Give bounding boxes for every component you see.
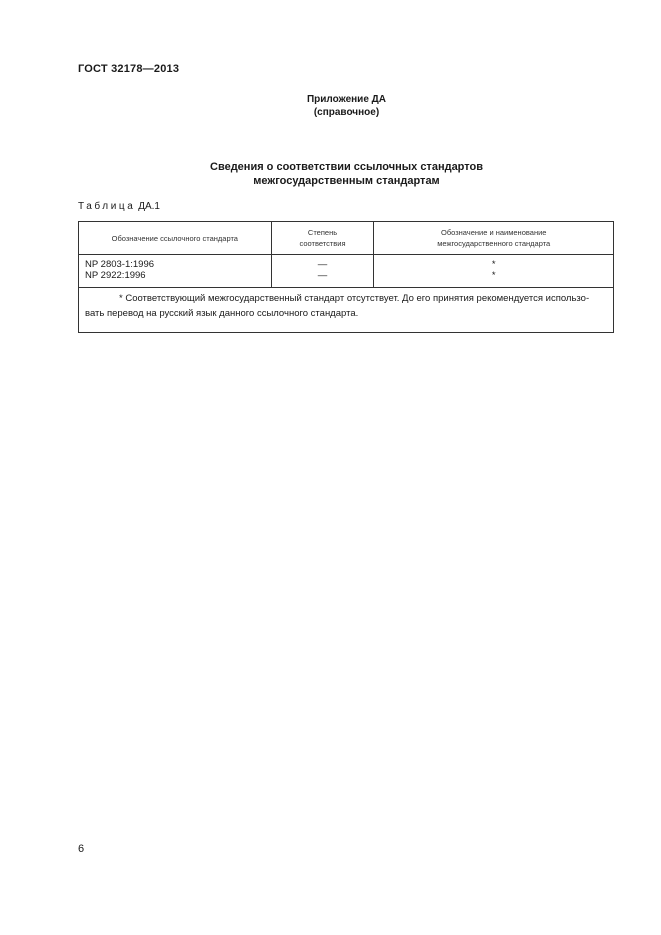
section-title-line1: Сведения о соответствии ссылочных стандартов (210, 161, 483, 173)
column-header-degree (271, 222, 374, 255)
column-header-interstate-line1: Обозначение и наименование (440, 228, 547, 237)
appendix-heading (0, 93, 661, 119)
document-code: ГОСТ 32178—2013 (78, 63, 180, 75)
table-header-row (79, 222, 614, 255)
column-header-interstate-line2: межгосударственного стандарта (437, 239, 551, 248)
column-header-degree-line2: соответствия (299, 239, 346, 248)
appendix-title: Приложение ДА (306, 94, 387, 105)
table-footnote (79, 288, 614, 333)
interstate-standard-value: * (491, 270, 496, 281)
footnote-line2: вать перевод на русский язык данного ссылочного стандарта. (85, 308, 359, 319)
table-note-row (79, 288, 614, 333)
page-number: 6 (78, 843, 85, 855)
reference-standards-table (78, 221, 614, 333)
column-header-degree-line1: Степень (307, 228, 338, 237)
table-caption-number: ДА.1 (138, 201, 160, 212)
column-header-interstate-standard (374, 222, 614, 255)
degree-value: — (317, 270, 328, 281)
column-header-reference-standard-label: Обозначение ссылочного стандарта (111, 233, 238, 243)
footnote-line1: * Соответствующий межгосударственный стандарт отсутствует. До его принятия рекомендуется использо- (119, 293, 590, 304)
reference-standard-value: NP 2803-1:1996 (85, 259, 155, 270)
section-title-line2: межгосударственным стандартам (253, 175, 440, 187)
reference-standard-value: NP 2922:1996 (85, 270, 146, 281)
appendix-subtitle: (справочное) (313, 107, 380, 118)
interstate-standard-value: * (491, 259, 496, 270)
cell-reference-standard (79, 255, 272, 288)
cell-degree (271, 255, 374, 288)
section-title (0, 160, 661, 188)
degree-value: — (317, 259, 328, 270)
table-row (79, 255, 614, 288)
table-caption (78, 201, 160, 212)
column-header-reference-standard (79, 222, 272, 255)
cell-interstate-standard (374, 255, 614, 288)
table-caption-word: Таблица (78, 201, 136, 212)
